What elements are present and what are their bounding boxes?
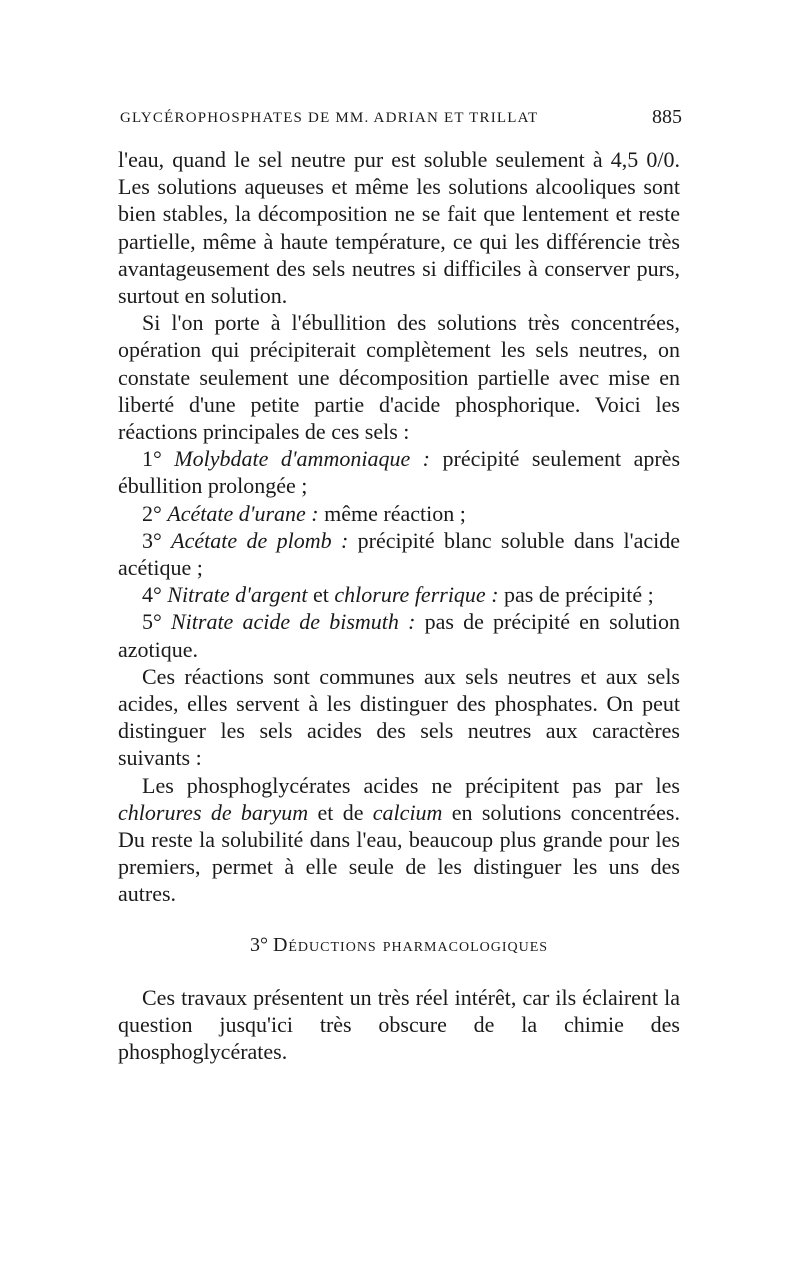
reaction-result: précipité blanc soluble dans l'acide acétique ; (118, 527, 680, 581)
emphasis-barium: chlorures de baryum (118, 799, 309, 825)
item-number: 4° (142, 582, 162, 608)
paragraph-conclusion: Ces travaux présentent un très réel intérêt, car ils éclairent la question jusqu'ici très obscure de la chimie des phosphoglycérates. (118, 985, 680, 1065)
reagent-name: Acétate d'urane : (167, 500, 319, 526)
reaction-item-3 (118, 527, 680, 581)
text-run: en solutions concentrées. Du reste la solubilité dans l'eau, beaucoup plus grande pour les premiers, permet à elle seule de les distinguer les uns des autres. (118, 799, 680, 907)
reagent-name: Acétate de plomb : (171, 527, 349, 553)
reaction-result: pas de précipité en solution azotique. (118, 609, 680, 662)
conjunction: et (307, 582, 335, 608)
reagent-name-2: chlorure ferrique : (334, 582, 499, 608)
paragraph-reactions-common: Ces réactions sont communes aux sels neutres et aux sels acides, elles servent à les distinguer des phosphates. On peut distinguer les sels acides des sels neutres aux caractères suivants : (118, 663, 680, 771)
final-text (118, 984, 680, 1066)
section-title: Déductions pharmacologiques (272, 934, 549, 956)
text-run: Les phosphoglycérates acides ne précipitent pas par les (142, 772, 680, 798)
body-text (118, 146, 680, 908)
text-run: et de (308, 799, 373, 825)
reaction-item-1 (118, 445, 680, 499)
reaction-result: précipité seulement après ébullition prolongée ; (118, 446, 681, 499)
item-number: 5° (142, 609, 162, 635)
item-number: 1° (142, 446, 162, 472)
reagent-name: Nitrate acide de bismuth : (170, 609, 416, 635)
running-head-title: GLYCÉROPHOSPHATES DE MM. ADRIAN ET TRILLAT (120, 110, 539, 126)
reaction-item-2 (118, 500, 680, 527)
reagent-name: Nitrate d'argent (167, 582, 308, 608)
reaction-result: pas de précipité ; (498, 582, 654, 608)
paragraph-acid-salts (118, 772, 680, 908)
emphasis-calcium: calcium (372, 799, 443, 825)
reagent-name: Molybdate d'ammoniaque : (174, 446, 431, 472)
paragraph-boiling: Si l'on porte à l'ébullition des solutions très concentrées, opération qui précipiterait complètement les sels neutres, on constate seulement une décomposition partielle avec mise en liberté d'une petite partie d'acide phosphorique. Voici les réactions principales de ces sels : (118, 310, 680, 445)
item-number: 2° (142, 500, 162, 526)
section-heading (118, 934, 680, 957)
reaction-item-5 (118, 608, 680, 662)
reaction-result: même réaction ; (318, 500, 466, 526)
paragraph-continuation: l'eau, quand le sel neutre pur est soluble seulement à 4,5 0/0. Les solutions aqueuses et même les solutions alcooliques sont bien stables, la décomposition ne se fait que lentement et reste partielle, même à haute température, ce qui les différencie très avantageusement des sels neutres si difficiles à conserver purs, surtout en solution. (118, 147, 680, 309)
section-number: 3° (249, 934, 268, 956)
item-number: 3° (142, 527, 162, 553)
page-number: 885 (652, 106, 682, 128)
reaction-item-4 (118, 581, 680, 608)
